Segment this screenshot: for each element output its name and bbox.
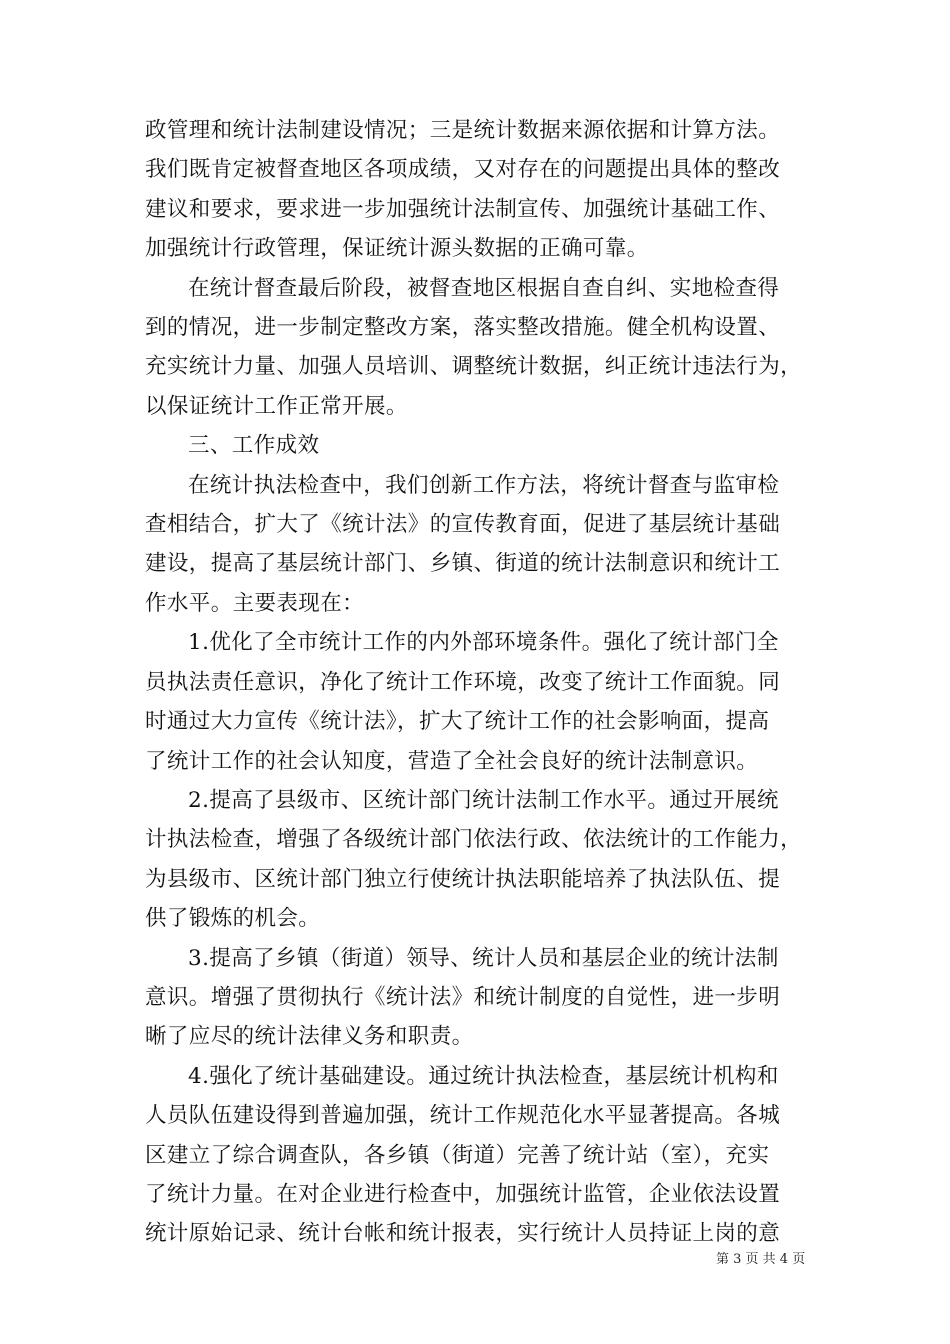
text-line: 时通过大力宣传《统计法》，扩大了统计工作的社会影响面，提高	[145, 709, 770, 735]
text-line: 加强统计行政管理，保证统计源头数据的正确可靠。	[145, 236, 649, 262]
document-body	[145, 111, 807, 1254]
text-line: 人员队伍建设得到普遍加强，统计工作规范化水平显著提高。各城	[145, 1103, 781, 1129]
page-number: 第 3 页 共 4 页	[716, 1252, 806, 1267]
text-line: 在统计执法检查中，我们创新工作方法，将统计督查与监审检	[188, 472, 780, 498]
text-line: 三、工作成效	[188, 433, 320, 459]
paragraph	[145, 466, 807, 624]
paragraph	[145, 1057, 807, 1254]
text-line: 作水平。主要表现在：	[145, 590, 365, 616]
text-line: 4.强化了统计基础建设。通过统计执法检查，基层统计机构和	[188, 1063, 779, 1089]
text-line: 2.提高了县级市、区统计部门统计法制工作水平。通过开展统	[188, 787, 779, 813]
text-line: 意识。增强了贯彻执行《统计法》和统计制度的自觉性，进一步明	[145, 984, 781, 1010]
text-line: 供了锻炼的机会。	[145, 906, 321, 932]
text-line: 3.提高了乡镇（街道）领导、统计人员和基层企业的统计法制	[188, 945, 779, 971]
paragraph	[145, 426, 807, 465]
text-line: 1.优化了全市统计工作的内外部环境条件。强化了统计部门全	[188, 630, 779, 656]
text-line: 充实统计力量、加强人员培训、调整统计数据，纠正统计违法行为，	[145, 354, 803, 380]
paragraph	[145, 781, 807, 939]
text-line: 在统计督查最后阶段，被督查地区根据自查自纠、实地检查得	[188, 275, 780, 301]
text-line: 以保证统计工作正常开展。	[145, 393, 408, 419]
paragraph	[145, 939, 807, 1057]
paragraph	[145, 269, 807, 427]
text-line: 政管理和统计法制建设情况；三是统计数据来源依据和计算方法。	[145, 118, 781, 143]
text-line: 了统计工作的社会认知度，营造了全社会良好的统计法制意识。	[145, 748, 759, 774]
text-line: 查相结合，扩大了《统计法》的宣传教育面，促进了基层统计基础	[145, 512, 781, 538]
text-line: 区建立了综合调查队，各乡镇（街道）完善了统计站（室），充实	[145, 1142, 770, 1168]
paragraph	[145, 623, 807, 781]
text-line: 到的情况，进一步制定整改方案，落实整改措施。健全机构设置、	[145, 315, 781, 341]
text-line: 了统计力量。在对企业进行检查中，加强统计监管，企业依法设置	[145, 1181, 781, 1207]
paragraph	[145, 111, 807, 269]
text-line: 建议和要求，要求进一步加强统计法制宣传、加强统计基础工作、	[145, 196, 781, 222]
text-line: 员执法责任意识，净化了统计工作环境，改变了统计工作面貌。同	[145, 669, 781, 695]
text-line: 我们既肯定被督查地区各项成绩，又对存在的问题提出具体的整改	[145, 157, 781, 183]
text-line: 为县级市、区统计部门独立行使统计执法职能培养了执法队伍、提	[145, 866, 781, 892]
text-line: 统计原始记录、统计台帐和统计报表，实行统计人员持证上岗的意	[145, 1221, 781, 1247]
text-line: 计执法检查，增强了各级统计部门依法行政、依法统计的工作能力，	[145, 827, 803, 853]
text-line: 建设，提高了基层统计部门、乡镇、街道的统计法制意识和统计工	[145, 551, 781, 577]
text-line: 晰了应尽的统计法律义务和职责。	[145, 1024, 474, 1050]
